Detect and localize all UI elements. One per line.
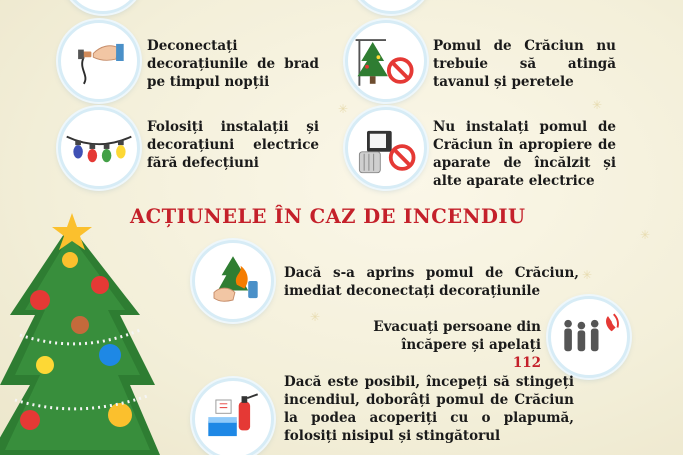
rule-text-no-defects: Folosiți instalații și decorațiuni electrice fără defecțiuni xyxy=(147,119,319,171)
snowflake-icon: ✳ xyxy=(338,102,349,116)
extinguisher-blanket-icon xyxy=(192,378,274,455)
evacuation-phone-icon xyxy=(548,296,630,378)
evacuate-text: Evacuați persoane din încăpere și apelați xyxy=(373,319,541,353)
tree-prohibited-icon xyxy=(345,20,427,102)
partial-icon-circle xyxy=(350,0,432,14)
action-text-tree-fire: Dacă s-a aprins pomul de Crăciun, imediat deconectați decorațiunile xyxy=(284,265,579,299)
partial-icon-circle xyxy=(62,0,144,14)
action-text-evacuate xyxy=(373,318,541,372)
snowflake-icon: ✳ xyxy=(582,268,593,282)
tree-fire-unplug-icon xyxy=(192,240,274,322)
rule-text-no-touch-ceiling: Pomul de Crăciun nu trebuie să atingă tavanul și peretele xyxy=(433,38,616,90)
unplug-plug-icon xyxy=(58,20,140,102)
action-text-extinguish: Dacă este posibil, începeți să stingeți incendiul, doborâți pomul de Crăciun la podea acoperiți cu o plapumă, folosiți nisipul și stingătorul xyxy=(284,374,574,444)
christmas-tree-illustration xyxy=(0,205,175,455)
snowflake-icon: ✳ xyxy=(310,310,321,324)
christmas-lights-icon xyxy=(58,107,140,189)
emergency-number: 112 xyxy=(512,355,541,371)
snowflake-icon: ✳ xyxy=(592,98,603,112)
rule-text-no-heaters: Nu instalați pomul de Crăciun în apropiere de aparate de încălzit și alte aparate electrice xyxy=(433,119,616,189)
heater-prohibited-icon xyxy=(345,107,427,189)
section-title: ACȚIUNELE ÎN CAZ DE INCENDIU xyxy=(130,205,526,228)
snowflake-icon: ✳ xyxy=(640,228,651,242)
rule-text-unplug: Deconectați decorațiunile de brad pe timpul nopții xyxy=(147,38,319,90)
